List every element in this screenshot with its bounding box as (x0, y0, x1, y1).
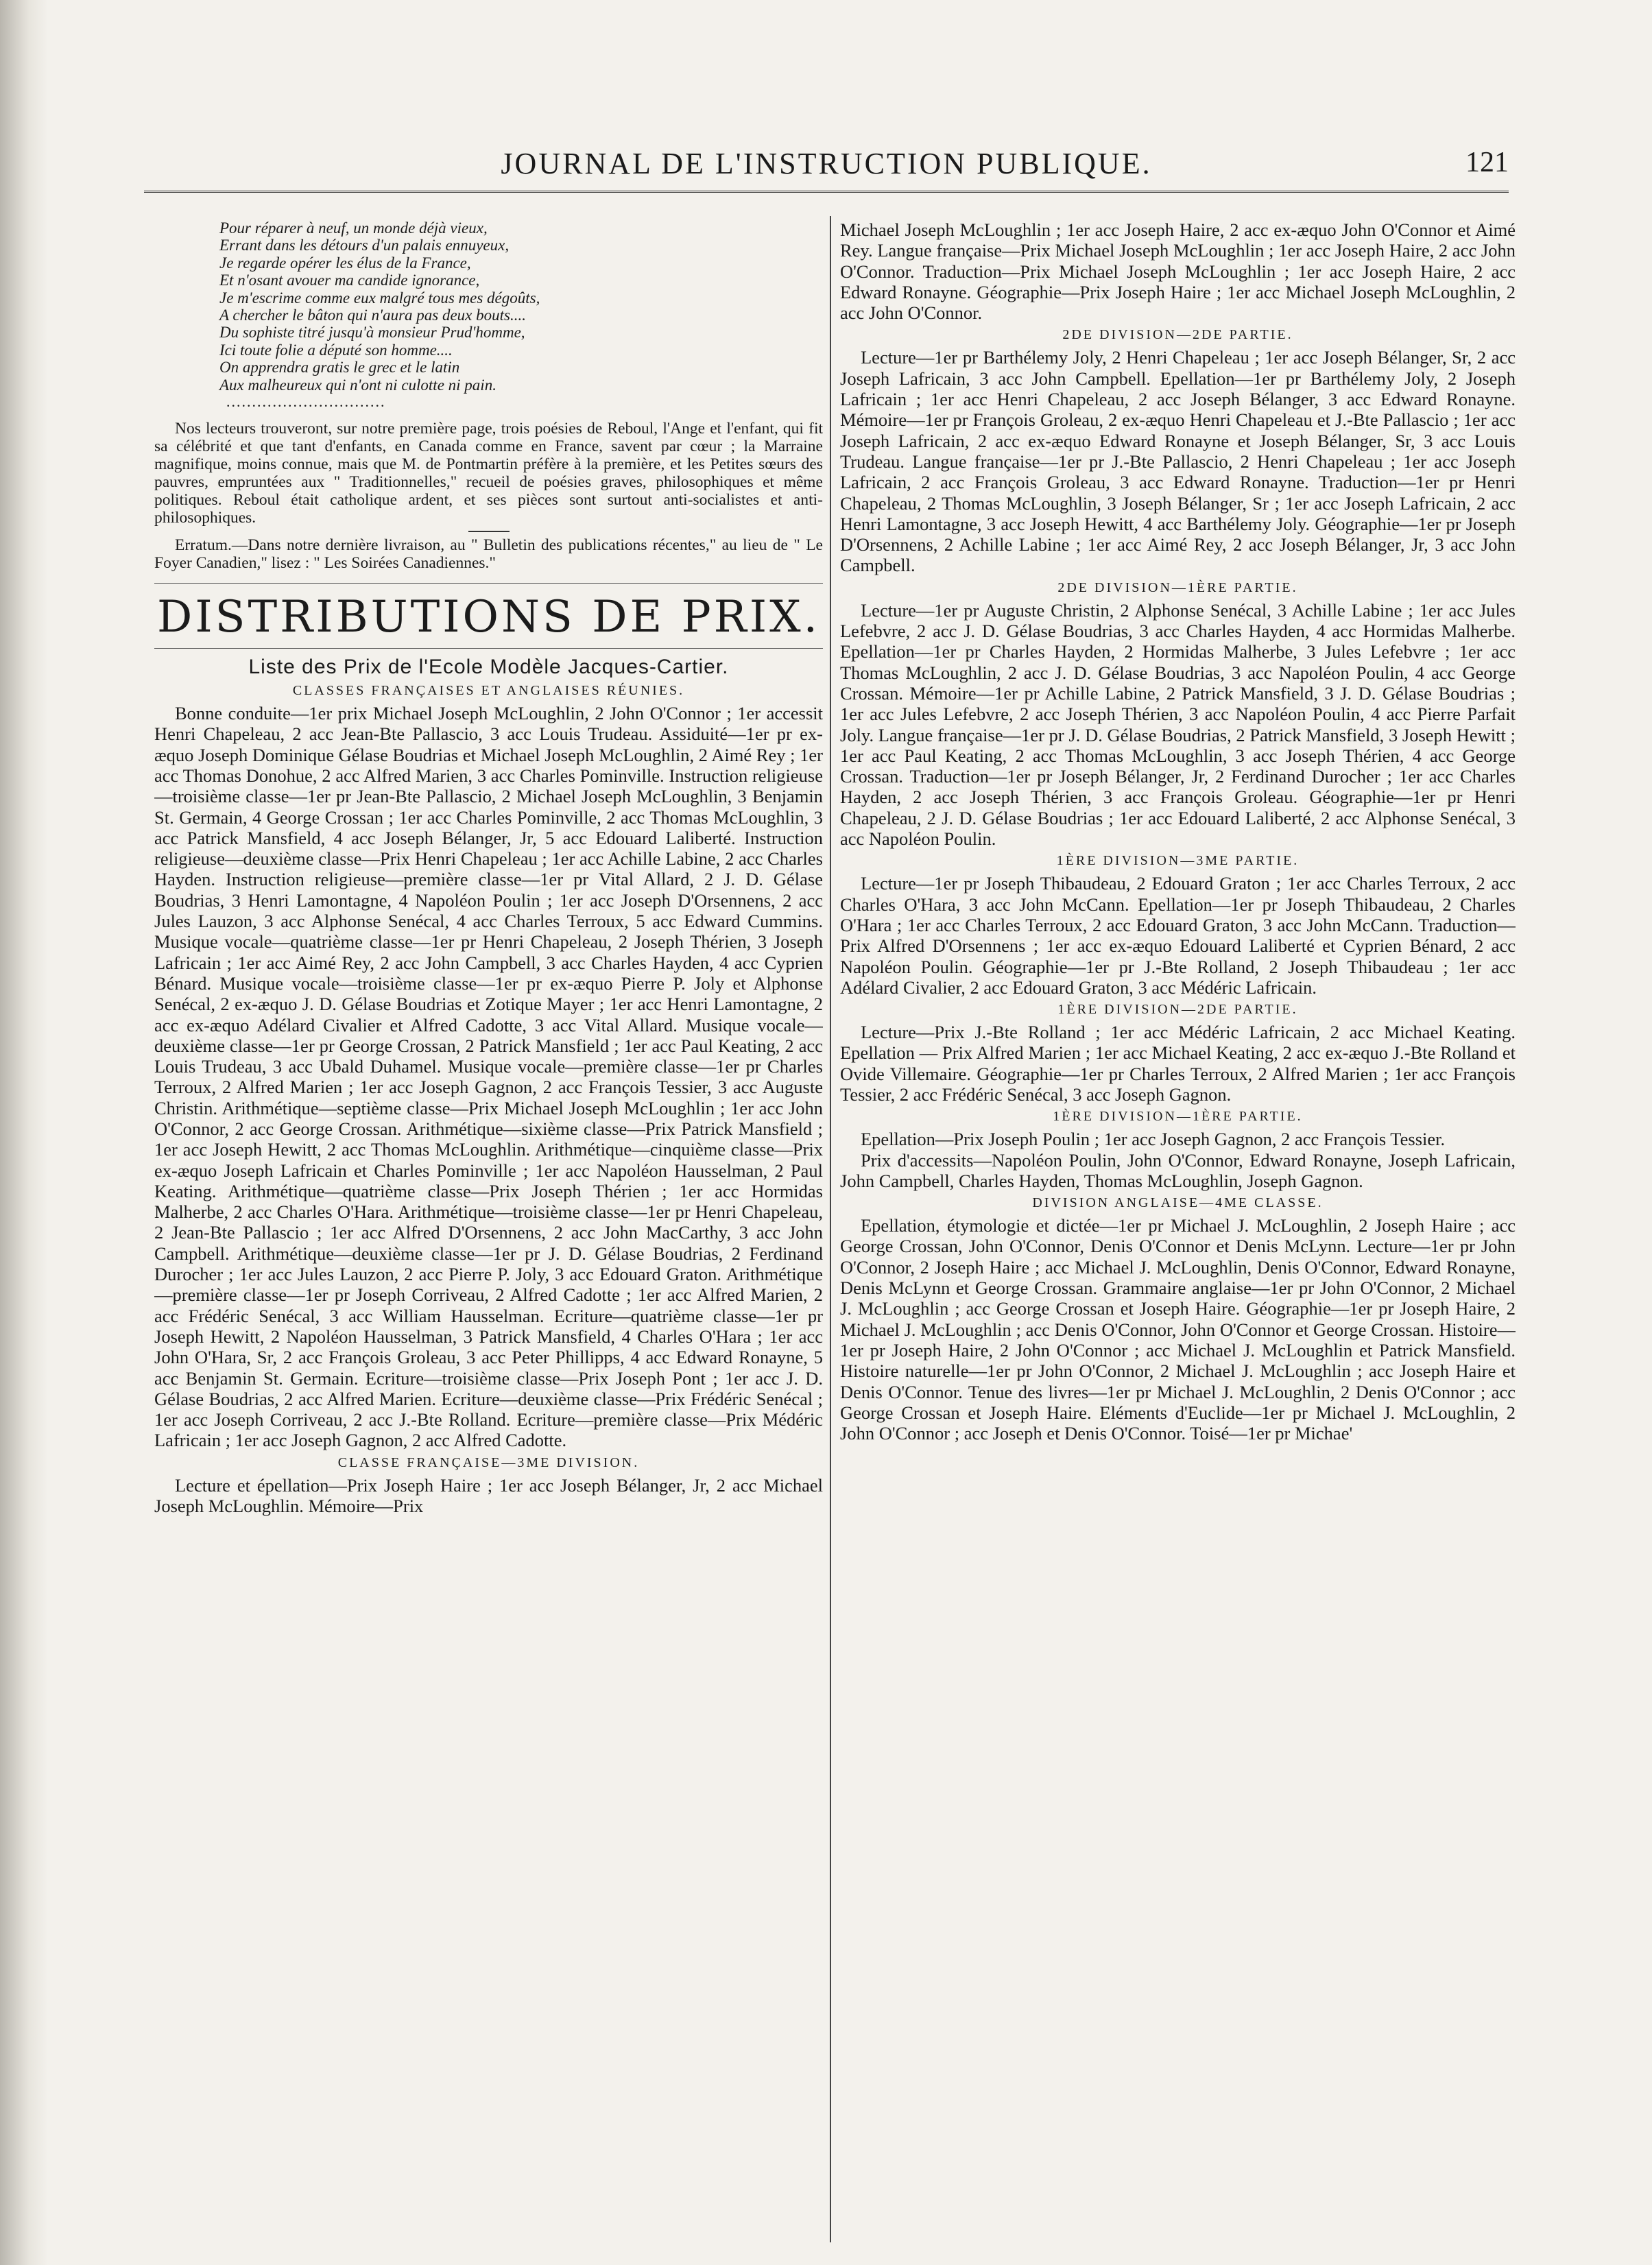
classe-francaise-heading: CLASSE FRANÇAISE—3ME DIVISION. (337, 1454, 640, 1470)
prize-paragraph: Epellation, étymologie et dictée—1er pr Michael J. McLoughlin, 2 Joseph Haire ; acc George Crossan, John O'Connor, Denis O'Connor et Denis McLynn. Lecture—1er pr John O'Connor, 2 Joseph Haire ; acc Michael J. McLoughlin, Denis O'Connor, Edward Ronayne, Denis McLynn et George Crossan. Grammaire anglaise—1er pr John O'Connor, 2 Michael J. McLoughlin ; acc George Crossan et Joseph Haire. Géographie—1er pr Joseph Haire, 2 Michael J. McLoughlin ; acc Denis O'Connor, John O'Connor et George Crossan. Histoire—1er pr Joseph Haire, 2 John O'Connor ; acc Michael J. McLoughlin et Patrick Mansfield. Histoire naturelle—1er pr John O'Connor, 2 Michael J. McLoughlin ; acc Joseph Haire et Denis O'Connor. Tenue des livres—1er pr Michael J. McLoughlin, 2 Denis O'Connor ; acc George Crossan et Joseph Haire. Eléments d'Euclide—1er pr Michael J. McLoughlin, 2 John O'Connor ; acc Joseph et Denis O'Connor. Toisé—1er pr Michae' (840, 1215, 1516, 1444)
prize-paragraph: Lecture—1er pr Joseph Thibaudeau, 2 Edouard Graton ; 1er acc Charles Terroux, 2 acc Charles O'Hara, 3 acc John McCann. Epellation—1er pr Joseph Thibaudeau, 2 Charles O'Hara ; 1er acc Charles Terroux, 2 acc Edouard Graton, 3 acc John McCann. Traduction—Prix Alfred D'Orsennens ; 1er acc ex-æquo Edouard Laliberté et Cyprien Bénard, 2 acc Napoléon Poulin. Géographie—1er pr J.-Bte Rolland, 2 Joseph Thibaudeau ; 1er acc Adélard Civalier, 2 acc Edouard Graton, 3 acc Médéric Lafricain. (840, 873, 1516, 998)
poem-line: On apprendra gratis le grec et le latin (219, 359, 460, 376)
prize-paragraph: Lecture—1er pr Auguste Christin, 2 Alphonse Senécal, 3 Achille Labine ; 1er acc Jules Lefebvre, 2 acc J. D. Gélase Boudrias, 3 acc Charles Hayden, 4 acc Hormidas Malherbe. Epellation—1er pr Charles Hayden, 2 Hormidas Malherbe, 3 Jules Lefebvre ; 1er acc Thomas McLoughlin, 2 acc J. D. Gélase Boudrias, 3 acc Napoléon Poulin, 4 acc George Crossan. Mémoire—1er pr Achille Labine, 2 Patrick Mansfield, 3 J. D. Gélase Boudrias ; 1er acc Jules Lefebvre, 2 acc Joseph Thérien, 3 acc Napoléon Poulin, 4 acc Pierre Parfait Joly. Langue française—1er pr J. D. Gélase Boudrias, 2 Patrick Mansfield, 3 Joseph Hewitt ; 1er acc Paul Keating, 2 acc Thomas McLoughlin, 3 acc Joseph Thérien, 4 acc George Crossan. Traduction—1er pr Joseph Bélanger, Jr, 2 Ferdinand Durocher ; 1er acc Charles Hayden, 2 acc Joseph Thérien, 3 acc François Groleau. Géographie—1er pr Henri Chapeleau, 2 J. D. Gélase Boudrias ; 1er acc Edouard Laliberté, 2 acc Alphonse Senécal, 3 acc Napoléon Poulin. (840, 599, 1516, 850)
separator-rule (468, 531, 510, 532)
prize-paragraph: Michael Joseph McLoughlin ; 1er acc Joseph Haire, 2 acc ex-æquo John O'Connor et Aimé Rey. Langue française—Prix Michael Joseph McLoughlin ; 1er acc Joseph Haire, 2 acc John O'Connor. Traduction—Prix Michael Joseph McLoughlin ; 1er acc Joseph Haire, 2 acc Edward Ronayne. Géographie—Prix Joseph Haire ; 1er acc Michael Joseph McLoughlin, 2 acc John O'Connor. (840, 219, 1516, 324)
column-divider (830, 216, 831, 2242)
poem-line: Je m'escrime comme eux malgré tous mes dégoûts, (219, 289, 540, 307)
poem-line: Aux malheureux qui n'ont ni culotte ni pain. (219, 376, 496, 394)
division-heading: 1ÈRE DIVISION—2DE PARTIE. (1057, 1002, 1298, 1018)
journal-title: JOURNAL DE L'INSTRUCTION PUBLIQUE. (501, 147, 1152, 180)
division-heading: DIVISION ANGLAISE—4ME CLASSE. (1032, 1195, 1324, 1211)
poem (154, 219, 823, 394)
note-paragraph: Nos lecteurs trouveront, sur notre première page, trois poésies de Reboul, l'Ange et l'enfant, qui fit sa célébrité et que tant d'enfants, en Canada comme en France, savent par cœur ; la Marraine magnifique, moins connue, mais que M. de Pontmartin préfère à la première, et les Petites sœurs des pauvres, empruntées aux " Traditionnelles," recueil de poésies graves, philosophiques et même politiques. Reboul était catholique ardent, et ses pièces sont surtout anti-socialistes et anti-philosophiques. (154, 420, 823, 527)
division-heading: 2DE DIVISION—1ÈRE PARTIE. (1057, 579, 1298, 595)
page-header (144, 141, 1509, 189)
prize-paragraph: Lecture—Prix J.-Bte Rolland ; 1er acc Médéric Lafricain, 2 acc Michael Keating. Epellation — Prix Alfred Marien ; 1er acc Michael Keating, 2 acc ex-æquo J.-Bte Rolland et Ovide Villemaire. Géographie—1er pr Charles Terroux, 2 Alfred Marien ; 1er acc François Tessier, 2 acc Frédéric Senécal, 3 acc Joseph Gagnon. (840, 1022, 1516, 1105)
page-number: 121 (1465, 147, 1509, 178)
poem-line: A chercher le bâton qui n'aura pas deux bouts.... (219, 307, 526, 324)
header-rule (144, 191, 1509, 193)
division-heading: 1ÈRE DIVISION—1ÈRE PARTIE. (1053, 1109, 1303, 1125)
section-title: DISTRIBUTIONS DE PRIX. (157, 592, 820, 643)
division-heading: 2DE DIVISION—2DE PARTIE. (1062, 327, 1293, 343)
poem-line: Du sophiste titré jusqu'à monsieur Prud'homme, (219, 324, 525, 341)
list-title: Liste des Prix de l'Ecole Modèle Jacques-Cartier. (248, 656, 729, 679)
prize-paragraph: Lecture—1er pr Barthélemy Joly, 2 Henri Chapeleau ; 1er acc Joseph Bélanger, Sr, 2 acc Joseph Lafricain, 3 acc John Campbell. Epellation—1er pr Barthélemy Joly, 2 Joseph Lafricain ; 1er acc Henri Chapeleau, 2 acc Joseph Bélanger, 3 acc Edward Ronayne. Mémoire—1er pr François Groleau, 2 ex-æquo Henri Chapeleau et J.-Bte Pallascio ; 1er acc Joseph Lafricain, 2 acc ex-æquo Edward Ronayne et Joseph Bélanger, Sr, 3 acc Louis Trudeau. Langue française—1er pr J.-Bte Pallascio, 2 Henri Chapeleau ; 1er acc Joseph Lafricain, 2 acc François Groleau, 3 acc Edward Ronayne. Traduction—1er pr Henri Chapeleau, 2 Thomas McLoughlin, 3 Joseph Bélanger, Sr ; 1er acc Joseph Lafricain, 2 acc Henri Lamontagne, 3 acc Joseph Hewitt, 4 acc Barthélemy Joly. Géographie—1er pr Joseph D'Orsennens, 2 Achille Labine ; 1er acc Aimé Rey, 2 acc Joseph Bélanger, Jr, 3 acc John Campbell. (840, 347, 1516, 576)
prize-paragraph: Prix d'accessits—Napoléon Poulin, John O'Connor, Edward Ronayne, Joseph Lafricain, John Campbell, Charles Hayden, Thomas McLoughlin, Joseph Gagnon. (840, 1149, 1516, 1191)
section-rule (154, 583, 823, 584)
poem-dots: ............................... (226, 393, 386, 411)
section-rule (154, 648, 823, 649)
poem-line: Ici toute folie a député son homme.... (219, 341, 453, 359)
poem-line: Et n'osant avouer ma candide ignorance, (219, 272, 480, 289)
binding-gutter (0, 0, 48, 2265)
right-column (840, 219, 1516, 2249)
poem-line: Je regarde opérer les élus de la France, (219, 254, 471, 272)
poem-line: Errant dans les détours d'un palais ennuyeux, (219, 237, 510, 254)
classes-heading: CLASSES FRANÇAISES ET ANGLAISES RÉUNIES. (292, 683, 685, 699)
erratum-paragraph: Erratum.—Dans notre dernière livraison, au " Bulletin des publications récentes," au lieu de " Le Foyer Canadien," lisez : " Les Soirées Canadiennes." (154, 536, 823, 573)
prize-paragraph: Bonne conduite—1er prix Michael Joseph McLoughlin, 2 John O'Connor ; 1er accessit Henri Chapeleau, 2 acc Jean-Bte Pallascio, 3 acc Louis Trudeau. Assiduité—1er pr ex-æquo Joseph Dominique Gélase Boudrias et Michael Joseph McLoughlin, 2 Aimé Rey ; 1er acc Thomas Donohue, 2 acc Alfred Marien, 3 acc Charles Pominville. Instruction religieuse—troisième classe—1er pr Jean-Bte Pallascio, 2 Michael Joseph McLoughlin, 3 Benjamin St. Germain, 4 George Crossan ; 1er acc Charles Pominville, 2 acc Thomas McLoughlin, 3 acc Patrick Mansfield, 4 acc Joseph Bélanger, Jr, 5 acc Edouard Laliberté. Instruction religieuse—deuxième classe—Prix Henri Chapeleau ; 1er acc Achille Labine, 2 acc Charles Hayden. Instruction religieuse—première classe—1er pr Vital Allard, 2 J. D. Gélase Boudrias, 3 Henri Lamontagne, 4 Napoléon Poulin ; 1er acc Joseph D'Orsennens, 2 acc Jules Lauzon, 3 acc Alphonse Senécal, 4 acc Charles Terroux, 5 acc Edward Cummins. Musique vocale—quatrième classe—1er pr Henri Chapeleau, 2 Joseph Thérien, 3 Joseph Lafricain ; 1er acc Aimé Rey, 2 acc John Campbell, 3 acc Charles Hayden, 4 acc Cyprien Bénard. Musique vocale—troisième classe—1er pr ex-æquo Pierre P. Joly et Alphonse Senécal, 2 ex-æquo J. D. Gélase Boudrias et Zotique Mayer ; 1er acc Henri Lamontagne, 2 acc ex-æquo Adélard Civalier et Alfred Cadotte, 3 acc Vital Allard. Musique vocale—deuxième classe—1er pr George Crossan, 2 Patrick Mansfield ; 1er acc Paul Keating, 2 acc Louis Trudeau, 3 acc Ubald Duhamel. Musique vocale—première classe—1er pr Charles Terroux, 2 Alfred Marien ; 1er acc Joseph Gagnon, 2 acc François Tessier, 3 acc Auguste Christin. Arithmétique—septième classe—Prix Michael Joseph McLoughlin ; 1er acc John O'Connor, 2 acc George Crossan. Arithmétique—sixième classe—Prix Patrick Mansfield ; 1er acc Joseph Hewitt, 2 acc Thomas McLoughlin. Arithmétique—cinquième classe—Prix ex-æquo Joseph Lafricain et Charles Pominville ; 1er acc Napoléon Hausselman, 2 Paul Keating. Arithmétique—quatrième classe—Prix Joseph Thérien ; 1er acc Hormidas Malherbe, 2 acc Charles O'Hara. Arithmétique—troisième classe—1er pr Henri Chapeleau, 2 Jean-Bte Pallascio ; 1er acc Alfred D'Orsennens, 2 acc John MacCarthy, 3 acc John Campbell. Arithmétique—deuxième classe—1er pr J. D. Gélase Boudrias, 2 Ferdinand Durocher ; 1er acc Jules Lauzon, 2 acc Pierre P. Joly, 3 acc Edouard Graton. Arithmétique—première classe—1er pr Joseph Corriveau, 2 Alfred Cadotte ; 1er acc Alfred Marien, 2 acc Frédéric Senécal, 3 acc William Hausselman. Ecriture—quatrième classe—1er pr Joseph Hewitt, 2 Napoléon Hausselman, 3 Patrick Mansfield, 4 Charles O'Hara ; 1er acc John O'Hara, Sr, 2 acc François Groleau, 3 acc Peter Phillipps, 4 acc Edward Ronayne, 5 acc Benjamin St. Germain. Ecriture—troisième classe—Prix Joseph Pont ; 1er acc J. D. Gélase Boudrias, 2 acc Alfred Marien. Ecriture—deuxième classe—Prix Frédéric Senécal ; 1er acc Joseph Corriveau, 2 acc J.-Bte Rolland. Ecriture—première classe—Prix Médéric Lafricain ; 1er acc Joseph Gagnon, 2 acc Alfred Cadotte. (154, 703, 823, 1451)
left-column (154, 219, 823, 2249)
division-heading: 1ÈRE DIVISION—3ME PARTIE. (1056, 853, 1300, 869)
prize-paragraph: Epellation—Prix Joseph Poulin ; 1er acc Joseph Gagnon, 2 acc François Tessier. (861, 1129, 1446, 1150)
prize-paragraph: Lecture et épellation—Prix Joseph Haire ; 1er acc Joseph Bélanger, Jr, 2 acc Michael Joseph McLoughlin. Mémoire—Prix (154, 1474, 823, 1517)
poem-line: Pour réparer à neuf, un monde déjà vieux, (219, 219, 488, 237)
